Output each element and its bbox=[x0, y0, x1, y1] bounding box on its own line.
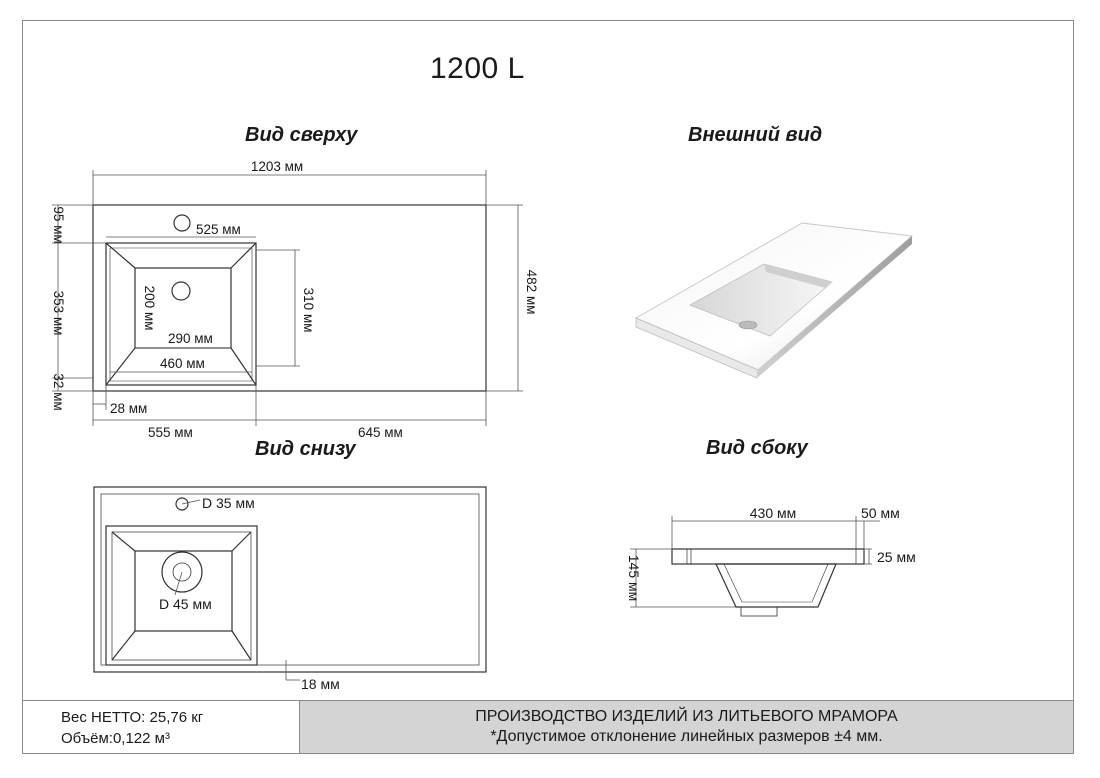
dim-left-middle: 353 мм bbox=[51, 290, 66, 336]
footer-volume: Объём:0,122 м³ bbox=[61, 730, 170, 747]
dim-bowl-bottom-width: 290 мм bbox=[168, 331, 213, 346]
side-view-labels bbox=[626, 505, 916, 601]
dim-bowl-base-width: 460 мм bbox=[160, 356, 205, 371]
bottom-view-countertop bbox=[94, 487, 486, 672]
dim-side-depth: 430 мм bbox=[749, 505, 797, 521]
dim-bowl-inner-depth: 310 мм bbox=[301, 287, 316, 333]
side-view-title: Вид сбоку bbox=[706, 437, 808, 459]
dim-left-offset: 28 мм bbox=[110, 401, 148, 416]
bottom-view-dimensions bbox=[175, 500, 300, 680]
dim-left-back-edge: 32 мм bbox=[51, 373, 66, 411]
bottom-view-labels bbox=[159, 495, 340, 692]
footer-weight: Вес НЕТТО: 25,76 кг bbox=[61, 709, 204, 726]
bottom-view bbox=[94, 487, 486, 672]
drawing-title: 1200 L bbox=[430, 52, 525, 85]
dim-side-thickness: 25 мм bbox=[877, 549, 916, 565]
dim-side-height: 145 мм bbox=[626, 554, 642, 602]
dim-bowl-inner-width-small: 200 мм bbox=[142, 285, 157, 331]
exterior-view-title: Внешний вид bbox=[688, 124, 823, 146]
dim-overall-depth: 482 мм bbox=[524, 269, 539, 315]
footer-notes bbox=[299, 700, 1074, 754]
dim-drain-hole: D 45 мм bbox=[159, 596, 212, 612]
exterior-view-image bbox=[636, 223, 912, 378]
footer-manufacturer: ПРОИЗВОДСТВО ИЗДЕЛИЙ ИЗ ЛИТЬЕВОГО МРАМОРА bbox=[475, 708, 898, 725]
dim-side-lip: 50 мм bbox=[861, 505, 900, 521]
top-view-tap-hole bbox=[174, 215, 190, 231]
side-view-drain bbox=[741, 607, 777, 616]
dim-rim: 18 мм bbox=[301, 676, 340, 692]
side-view-dimensions bbox=[630, 516, 880, 607]
top-view-dimensions bbox=[52, 170, 523, 426]
top-view-drain-hole bbox=[172, 282, 190, 300]
side-view bbox=[672, 549, 864, 616]
dim-bottom-left: 555 мм bbox=[148, 425, 193, 440]
footer-specs bbox=[22, 700, 300, 754]
footer-tolerance-note: *Допустимое отклонение линейных размеров ±4 мм. bbox=[490, 728, 883, 745]
dim-bowl-outer-width: 525 мм bbox=[196, 222, 241, 237]
dim-bottom-right: 645 мм bbox=[358, 425, 403, 440]
dim-tap-hole: D 35 мм bbox=[202, 495, 255, 511]
top-view-title: Вид сверху bbox=[245, 124, 358, 146]
dim-overall-width: 1203 мм bbox=[250, 159, 304, 174]
bottom-view-title: Вид снизу bbox=[255, 438, 356, 460]
side-view-slab bbox=[672, 549, 864, 564]
dim-left-front-edge: 95 мм bbox=[51, 206, 66, 244]
